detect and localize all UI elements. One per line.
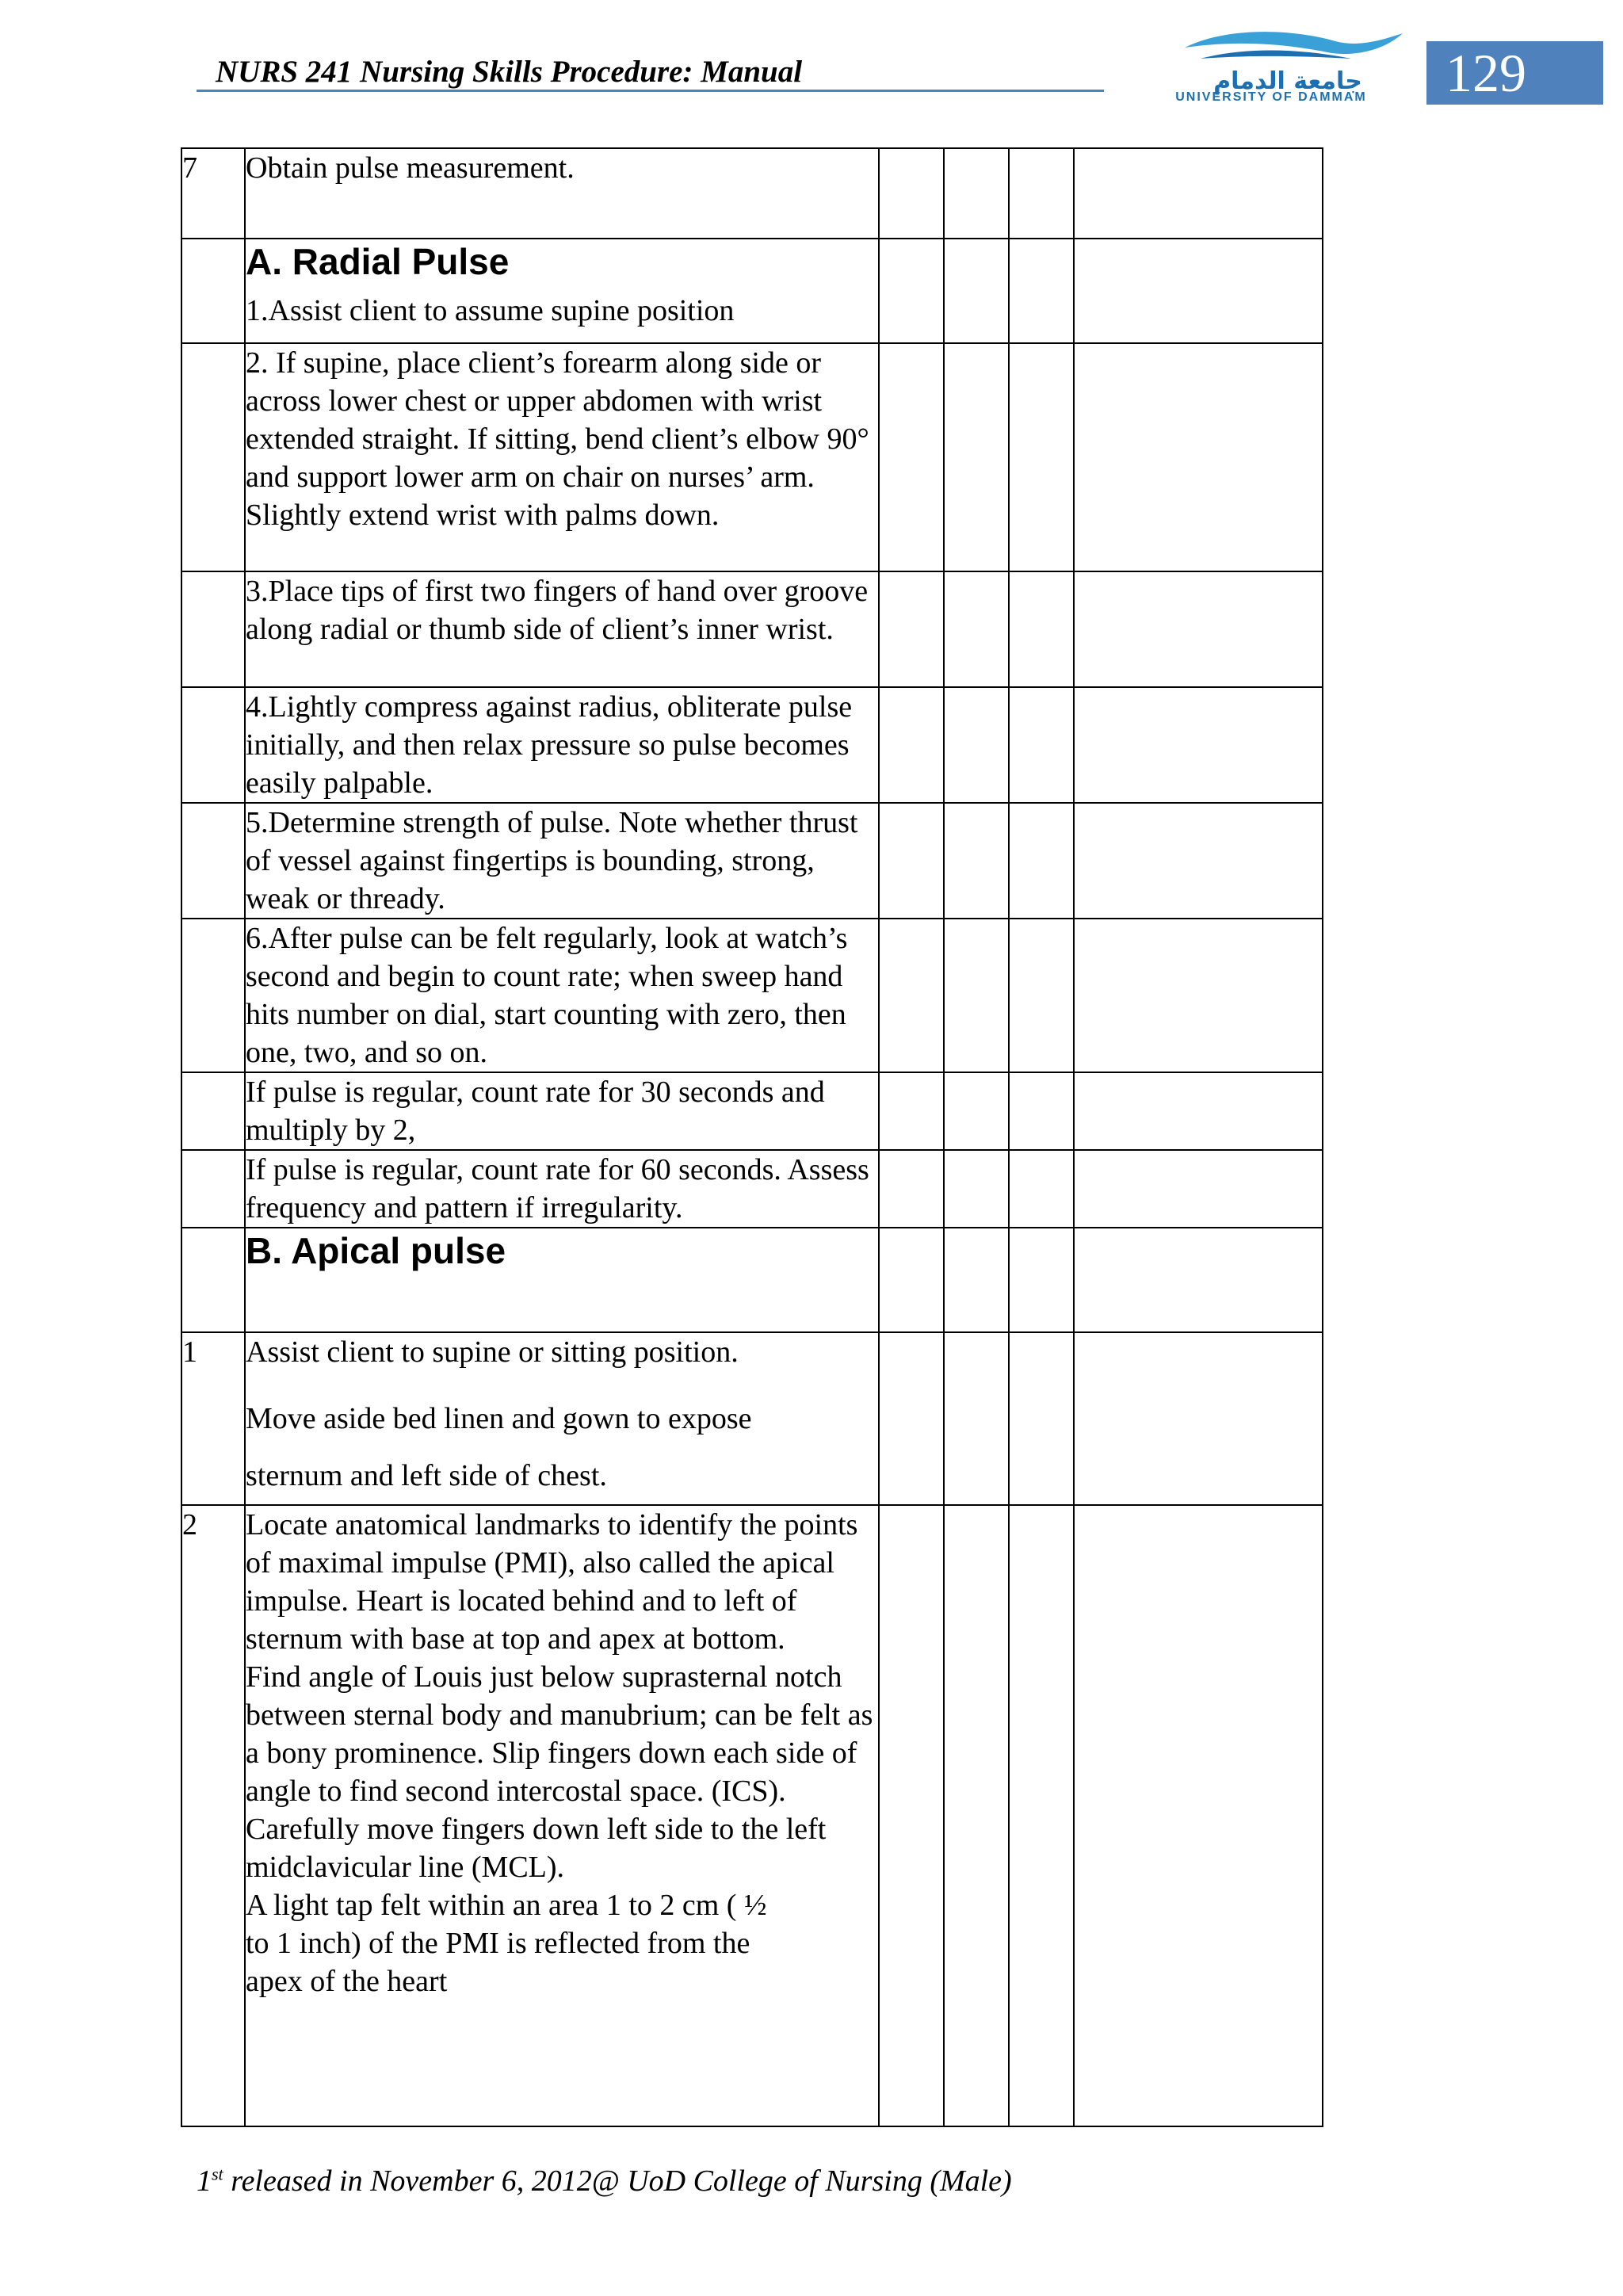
checklist-cell[interactable]	[1009, 343, 1074, 571]
section-heading: A. Radial Pulse	[246, 241, 510, 282]
checklist-cell[interactable]	[879, 919, 944, 1072]
step-description-cell	[245, 803, 879, 919]
table-row	[181, 148, 1323, 239]
step-text: sternum and left side of chest.	[246, 1459, 607, 1492]
document-title: NURS 241 Nursing Skills Procedure: Manual	[216, 55, 803, 89]
footer-text: released in November 6, 2012@ UoD College of Nursing (Male)	[223, 2164, 1012, 2198]
checklist-cell[interactable]	[1074, 1228, 1323, 1332]
checklist-cell[interactable]	[944, 1505, 1009, 2126]
step-text: apex of the heart	[246, 1965, 448, 1998]
step-text: 3.Place tips of first two fingers of hand over groove along radial or thumb side of client’s inner wrist.	[246, 575, 869, 646]
step-number-cell: 2	[181, 1505, 245, 2126]
table-row	[181, 1150, 1323, 1228]
step-description-cell	[245, 148, 879, 239]
checklist-cell[interactable]	[1074, 687, 1323, 803]
step-text: Assist client to supine or sitting position.	[246, 1335, 739, 1369]
step-text: Move aside bed linen and gown to expose	[246, 1402, 752, 1435]
step-description-cell	[245, 1332, 879, 1505]
checklist-cell[interactable]	[879, 1332, 944, 1505]
step-number-cell: 1	[181, 1332, 245, 1505]
table-row	[181, 343, 1323, 571]
checklist-cell[interactable]	[879, 803, 944, 919]
step-text: 6.After pulse can be felt regularly, look at watch’s second and begin to count rate; when sweep hand hits number on dial, start counting with zero, then one, two, and so on.	[246, 922, 848, 1069]
footer-ordinal-suffix: st	[212, 2164, 223, 2184]
checklist-cell[interactable]	[1074, 1150, 1323, 1228]
header-rule	[197, 90, 1104, 92]
step-description-cell	[245, 239, 879, 343]
step-text: 2. If supine, place client’s forearm along side or across lower chest or upper abdomen with wrist extended straight. If sitting, bend client’s elbow 90° and support lower arm on chair on nurses’ arm. Slightly extend wrist with palms down.	[246, 346, 869, 532]
checklist-cell[interactable]	[879, 571, 944, 687]
checklist-cell[interactable]	[1074, 571, 1323, 687]
section-heading: B. Apical pulse	[246, 1230, 506, 1271]
logo-caption: UNIVERSITY OF DAMMAM	[1175, 90, 1367, 104]
checklist-cell[interactable]	[944, 1228, 1009, 1332]
checklist-cell[interactable]	[1074, 148, 1323, 239]
checklist-cell[interactable]	[1074, 1505, 1323, 2126]
step-text: If pulse is regular, count rate for 30 seconds and multiply by 2,	[246, 1075, 825, 1147]
step-text: A light tap felt within an area 1 to 2 cm ( ½	[246, 1889, 767, 1922]
step-number-cell	[181, 239, 245, 343]
step-number-cell	[181, 687, 245, 803]
step-description-cell	[245, 571, 879, 687]
table-row	[181, 687, 1323, 803]
footer-ordinal: 1	[197, 2164, 212, 2198]
step-description-cell	[245, 687, 879, 803]
checklist-cell[interactable]	[1074, 919, 1323, 1072]
logo-arabic-text: جامعة الدمام	[1213, 67, 1362, 95]
checklist-cell[interactable]	[944, 239, 1009, 343]
step-text: 4.Lightly compress against radius, obliterate pulse initially, and then relax pressure so pulse becomes easily palpable.	[246, 690, 853, 800]
step-number-cell	[181, 1228, 245, 1332]
checklist-cell[interactable]	[944, 687, 1009, 803]
procedure-table-body	[181, 148, 1323, 2126]
checklist-cell[interactable]	[1074, 803, 1323, 919]
table-row	[181, 919, 1323, 1072]
checklist-cell[interactable]	[1009, 803, 1074, 919]
checklist-cell[interactable]	[1009, 1228, 1074, 1332]
checklist-cell[interactable]	[1009, 239, 1074, 343]
page-number: 129	[1426, 41, 1603, 105]
checklist-cell[interactable]	[1009, 1505, 1074, 2126]
checklist-cell[interactable]	[944, 148, 1009, 239]
checklist-cell[interactable]	[1009, 1072, 1074, 1150]
checklist-cell[interactable]	[1009, 148, 1074, 239]
step-text: If pulse is regular, count rate for 60 seconds. Assess frequency and pattern if irregularity.	[246, 1153, 869, 1224]
table-row	[181, 239, 1323, 343]
table-row	[181, 803, 1323, 919]
checklist-cell[interactable]	[879, 148, 944, 239]
step-description-cell	[245, 1228, 879, 1332]
step-text: Obtain pulse measurement.	[246, 151, 575, 185]
step-description-cell	[245, 1072, 879, 1150]
table-row	[181, 1505, 1323, 2126]
checklist-cell[interactable]	[879, 1505, 944, 2126]
step-number-cell: 7	[181, 148, 245, 239]
step-text: Carefully move fingers down left side to the left midclavicular line (MCL).	[246, 1813, 827, 1884]
procedure-table	[181, 147, 1323, 2127]
step-description-cell	[245, 1505, 879, 2126]
step-number-cell	[181, 803, 245, 919]
checklist-cell[interactable]	[1009, 571, 1074, 687]
checklist-cell[interactable]	[879, 1228, 944, 1332]
step-text: 5.Determine strength of pulse. Note whether thrust of vessel against fingertips is bounding, strong, weak or thready.	[246, 806, 858, 915]
checklist-cell[interactable]	[1074, 343, 1323, 571]
checklist-cell[interactable]	[944, 343, 1009, 571]
table-row	[181, 1228, 1323, 1332]
checklist-cell[interactable]	[944, 1150, 1009, 1228]
table-row	[181, 1332, 1323, 1505]
step-number-cell	[181, 919, 245, 1072]
step-text: Find angle of Louis just below suprasternal notch between sternal body and manubrium; can be felt as a bony prominence. Slip fingers down each side of angle to find second intercostal space. (ICS).	[246, 1660, 873, 1808]
checklist-cell[interactable]	[879, 687, 944, 803]
step-number-cell	[181, 571, 245, 687]
checklist-cell[interactable]	[879, 343, 944, 571]
checklist-cell[interactable]	[1074, 1072, 1323, 1150]
step-text: 1.Assist client to assume supine position	[246, 294, 735, 327]
step-number-cell	[181, 1072, 245, 1150]
step-number-cell	[181, 1150, 245, 1228]
step-text: to 1 inch) of the PMI is reflected from the	[246, 1927, 750, 1960]
checklist-cell[interactable]	[1009, 1150, 1074, 1228]
checklist-cell[interactable]	[1074, 1332, 1323, 1505]
checklist-cell[interactable]	[879, 239, 944, 343]
checklist-cell[interactable]	[944, 803, 1009, 919]
checklist-cell[interactable]	[944, 919, 1009, 1072]
checklist-cell[interactable]	[1009, 687, 1074, 803]
checklist-cell[interactable]	[944, 571, 1009, 687]
step-number-cell	[181, 343, 245, 571]
checklist-cell[interactable]	[879, 1072, 944, 1150]
checklist-cell[interactable]	[944, 1072, 1009, 1150]
release-footer	[197, 2164, 1012, 2199]
checklist-cell[interactable]	[879, 1150, 944, 1228]
table-row	[181, 571, 1323, 687]
checklist-cell[interactable]	[944, 1332, 1009, 1505]
step-text: Locate anatomical landmarks to identify the points of maximal impulse (PMI), also called the apical impulse. Heart is located behind and to left of sternum with base at top and apex at bottom.	[246, 1508, 858, 1656]
step-description-cell	[245, 1150, 879, 1228]
step-description-cell	[245, 343, 879, 571]
checklist-cell[interactable]	[1009, 1332, 1074, 1505]
table-row	[181, 1072, 1323, 1150]
checklist-cell[interactable]	[1074, 239, 1323, 343]
step-description-cell	[245, 919, 879, 1072]
checklist-cell[interactable]	[1009, 919, 1074, 1072]
